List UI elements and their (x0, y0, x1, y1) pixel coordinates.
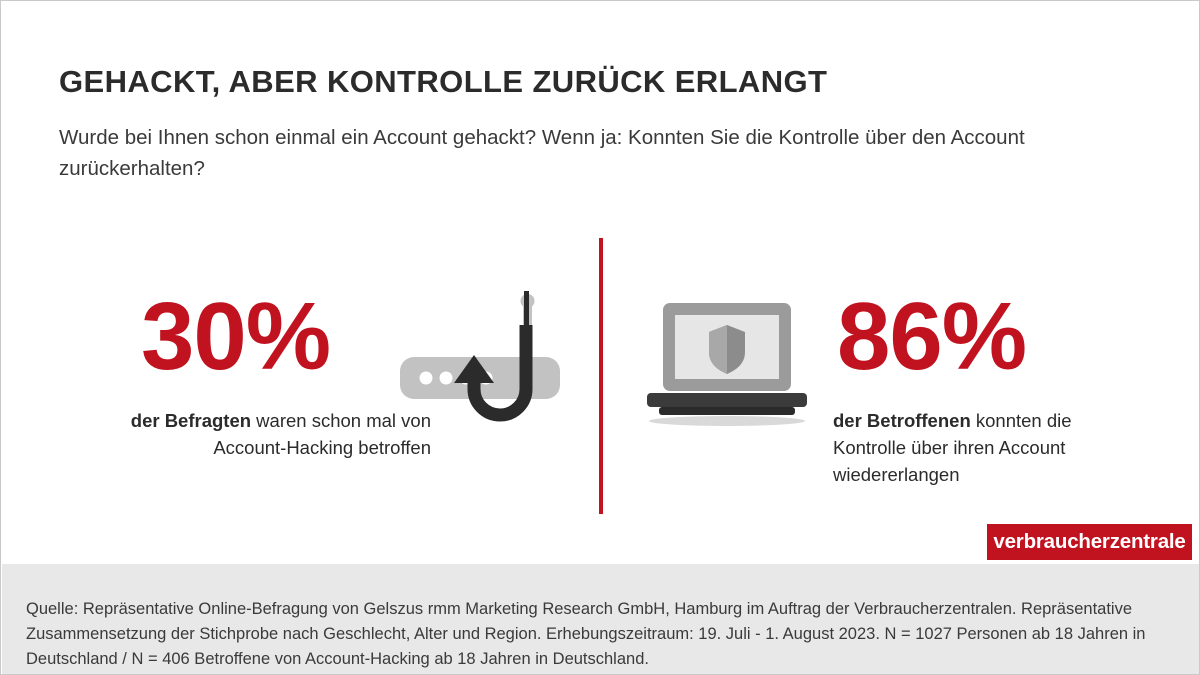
verbraucherzentrale-logo (987, 524, 1192, 560)
stat-caption-left-bold: der Befragten (130, 410, 252, 431)
stat-value-left: 30% (141, 283, 331, 390)
stat-caption-right-rest: konnten die Kontrolle über ihren Account wiedererlangen (833, 410, 1072, 485)
page-title: GEHACKT, ABER KONTROLLE ZURÜCK ERLANGT (59, 63, 828, 99)
survey-question: Wurde bei Ihnen schon einmal ein Account gehackt? Wenn ja: Konnten Sie die Kontrolle über den Account zurückerhalten? (59, 125, 1025, 180)
stat-caption-right (833, 407, 1143, 488)
stat-caption-left (61, 407, 431, 461)
laptop-shield-icon (641, 299, 831, 439)
stat-caption-left-rest: waren schon mal von Account-Hacking betroffen (213, 410, 431, 458)
stat-value-right: 86% (837, 283, 1027, 390)
vertical-divider (599, 238, 603, 514)
stat-caption-right-bold: der Betroffenen (833, 410, 971, 431)
source-footer (2, 564, 1200, 675)
source-text: Quelle: Repräsentative Online-Befragung von Gelszus rmm Marketing Research GmbH, Hamburg im Auftrag der Verbraucherzentralen. Repräsentative Zusammensetzung der Stichprobe nach Geschlecht, Alter und Region. Erhebungszeitraum: 19. Juli - 1. August 2023. N = 1027 Personen ab 18 Jahren in Deutschland / N = 406 Betroffene von Account-Hacking ab 18 Jahren in Deutschland. (26, 599, 1146, 668)
logo-label: verbraucherzentrale (993, 530, 1186, 553)
